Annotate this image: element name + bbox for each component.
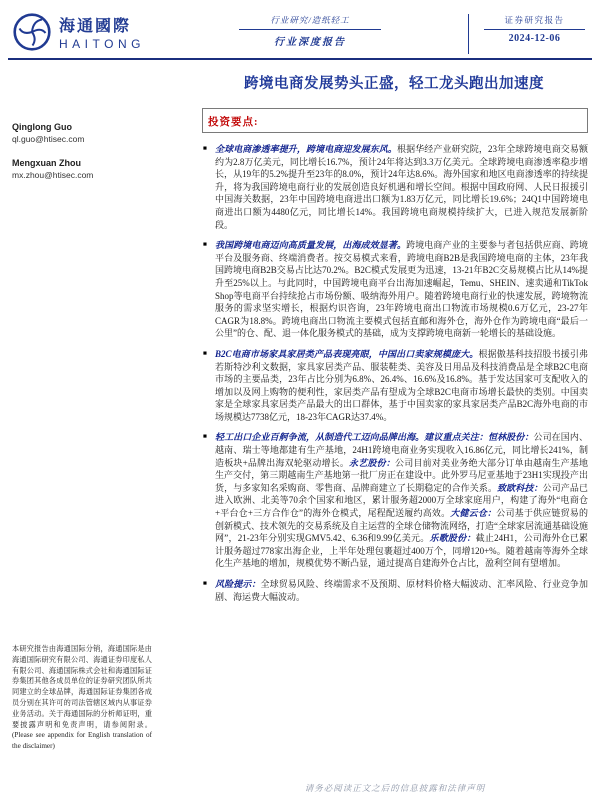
- investment-points-box: [202, 108, 588, 133]
- industry-category: 行业研究/造纸轻工: [270, 15, 350, 25]
- report-header: [0, 10, 600, 58]
- bullet-risk-warning: [202, 578, 588, 603]
- header-doc-block: [482, 14, 587, 44]
- brand-name-en: HAITONG: [59, 36, 145, 51]
- bullet-body: 跨境电商产业的主要参与者包括供应商、跨境平台及服务商、终端消费者。按交易模式来看，跨境电商B2B是我国跨境电商的主体，23年我国跨境电商B2B交易占比达70.2%。B2C模式发展更为迅速，13-21年B2C交易规模占比从14%提升至25%以上。与此同时，中国跨境电商平台出海加速崛起，Temu、SHEIN、速卖通和TikTok Shop等电商平台持续抢占市场份额、吸纳海外用户。随着跨境电商行业的快速发展，跨境物流服务的需求坚实增长，根据灼识咨询，23年跨境电商出口物流市场规模0.6万亿元，23-27年CAGR为18.8%。跨境电商出口物流主要模式包括直邮和海外仓，海外仓作为跨境电商“最后一公里”的仓、配、退一体化服务模式的基础，成为支撑跨境电商新一轮增长的基础设施。: [215, 240, 588, 339]
- analyst-email[interactable]: ql.guo@htisec.com: [12, 134, 85, 144]
- haitong-logo-icon: [12, 12, 52, 57]
- analyst-list: [12, 122, 182, 194]
- header-rule: [8, 58, 592, 60]
- company-text: 公司产品已进入欧洲、北美等70余个国家和地区，累计服务超2000万全球家庭用户，构建了海外“电商仓+平台仓+三方合作仓”的海外仓模式，尾程配送履约高效。: [215, 482, 588, 519]
- company-name: 乐歌股份：: [429, 533, 476, 544]
- report-body: [202, 108, 588, 611]
- bullet-b2c-furniture: [202, 348, 588, 424]
- doc-type: 证券研究报告: [504, 15, 565, 25]
- bullet-body: 根据傲基科技招股书援引弗若斯特沙利文数据，家具家居类产品、服装鞋类、美容及日用品及科技消费品是全球B2C电商市场的主要品类，23年占比分别为6.8%、26.4%、16.6%及16.8%。基于发达国家可支配收入的增加以及网上购物的便利性，家居类产品有望成为全球B2C电商市场增长最快的类别。中国卖家是全球家具家居类产品最大的出口群体，基于中国卖家的家具家居类产品B2C海外电商的市场规模达7738亿元，18-23年CAGR达37.4%。: [215, 348, 588, 422]
- company-name: 恒林股份：: [487, 432, 534, 443]
- bullet-lead: 全球电商渗透率提升，跨境电商迎发展东风。: [215, 144, 397, 154]
- sidebar-disclaimer: 本研究报告由海通国际分销，海通国际是由海通国际研究有限公司、海通证券印度私人有限公司、海通国际株式会社和海通国际证券集团其他各成员单位的证券研究团队所共同建立的全球品牌，海通国际证券集团各成员分别在其许可的司法管辖区域内从事证券业务活动。关于海通国际的分析师证明，重要披露声明和免责声明，请参阅附录。(Please see appendix for English translation of the disclaimer): [12, 645, 152, 751]
- company-name: 大健云仓：: [450, 508, 497, 519]
- header-divider-line: [239, 29, 381, 30]
- bullet-recommended-companies: [202, 431, 588, 570]
- company-text: 公司在国内、越南、瑞士等地都建有生产基地，24H1跨境电商业务实现收入16.86亿元，同比增长241%，制造板块+品牌出海双轮驱动增长。: [215, 432, 588, 468]
- header-category-block: [235, 14, 385, 48]
- footer-disclaimer: 请务必阅读正文之后的信息披露和法律声明: [304, 783, 486, 793]
- bullet-china-quality-growth: [202, 239, 588, 340]
- bullet-lead: 轻工出口企业百舸争流，从制造代工迈向品牌出海。建议重点关注：: [215, 432, 488, 443]
- bullet-body: 根据华经产业研究院，23年全球跨境电商交易额约为2.8万亿美元，同比增长16.7%，预计24年将达到3.3万亿美元。全球跨境电商渗透率稳步增长，从19年的5.2%提升至23年的8.0%，预计24年达8.6%。海外国家和地区电商渗透率的持续提升，将为我国跨境电商行业的发展创造良好机遇和增长空间。根据中国政府网、人民日报援引中国海关数据，23年中国跨境电商进出口额为1.83万亿元，同比增长19.6%；24Q1中国跨境电商进出口额为4480亿元，同比增长14%。我国跨境电商规模持续扩大，已进入规范发展新阶段。: [215, 144, 588, 230]
- company-name: 永艺股份：: [349, 457, 396, 468]
- analyst-name: Qinglong Guo: [12, 122, 72, 132]
- analyst-entry: [12, 122, 182, 144]
- report-title: 跨境电商发展势头正盛，轻工龙头跑出加速度: [244, 76, 544, 92]
- bullet-lead: B2C电商市场家具家居类产品表现亮眼，中国出口卖家规模庞大。: [215, 348, 479, 359]
- investment-points-list: [202, 143, 588, 603]
- bullet-body: 全球贸易风险、终端需求不及预期、原材料价格大幅波动、汇率风险、行业竞争加剧、海运费大幅波动。: [215, 579, 588, 602]
- analyst-entry: [12, 158, 182, 180]
- bullet-lead: 我国跨境电商迈向高质量发展，出海成效显著。: [215, 240, 407, 251]
- bullet-global-penetration: [202, 143, 588, 231]
- report-date: 2024-12-06: [508, 33, 561, 44]
- company-text: 截止24H1，公司海外仓已累计服务超过778家出海企业，上半年处理包裹超过400万个，同增120+%。随着越南等海外全球化生产基地的增加，规模优势不断凸显，通过提高自建海外仓占比，盈利空间有望增加。: [215, 533, 588, 569]
- header-vertical-divider: [468, 14, 469, 54]
- analyst-email[interactable]: mx.zhou@htisec.com: [12, 170, 94, 180]
- brand-name: [59, 19, 145, 50]
- header-divider-line-right: [484, 29, 585, 30]
- report-type: 行业深度报告: [274, 37, 346, 48]
- analyst-name: Mengxuan Zhou: [12, 158, 81, 168]
- company-text: 公司基于供应链贸易的创新模式、技术领先的交易系统及自主运营的全球仓储物流网络，打造“全球家居流通基础设施网”，21-23年分别实现GMV5.42、6.36和9.99亿美元。: [215, 508, 588, 544]
- brand-name-cn: 海通國際: [59, 17, 132, 35]
- investment-points-label: 投资要点:: [208, 117, 259, 128]
- company-text: 公司目前对美业务绝大部分订单由越南生产基地生产交付，第三期越南生产基地第一批厂房正在建设中。此外罗马尼亚基地于23H1实现投产出货，与多家知名采购商、零售商、品牌商建立了长期稳定的合作关系。: [215, 457, 588, 493]
- bullet-lead: 风险提示：: [215, 579, 261, 589]
- brand-logo-block: [12, 12, 145, 57]
- company-name: 致欧科技：: [497, 482, 543, 493]
